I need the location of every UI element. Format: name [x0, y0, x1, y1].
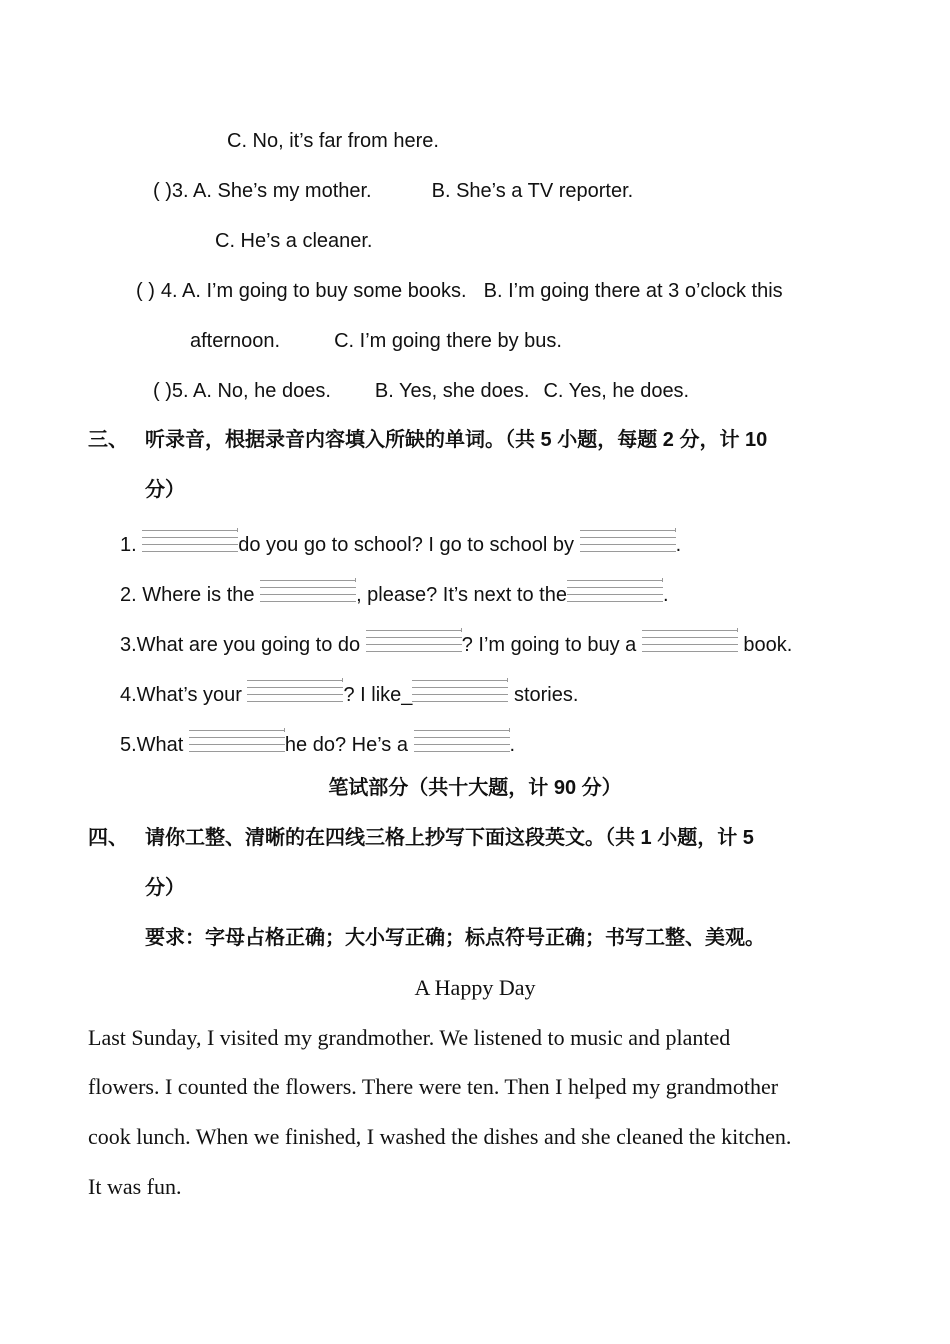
passage-title: A Happy Day	[414, 975, 536, 1000]
answer-blank[interactable]	[366, 632, 462, 658]
q4-row-cont	[190, 328, 562, 354]
q5-option-c: C. Yes, he does.	[543, 380, 690, 402]
q4-option-b-cont: afternoon.	[190, 330, 281, 352]
fill-text: book.	[737, 634, 793, 656]
answer-blank[interactable]	[247, 682, 343, 708]
q5-option-a: 5. A. No, he does.	[171, 380, 331, 402]
fill-text: he do? He’s a	[284, 734, 414, 756]
fill-text: 1.	[120, 534, 143, 556]
answer-blank[interactable]	[412, 682, 508, 708]
fill-text: .	[509, 734, 516, 756]
fill-text: stories.	[508, 684, 579, 706]
section4-title: 请你工整、清晰的在四线三格上抄写下面这段英文。（共 1 小题，计 5	[145, 827, 754, 849]
section4-number: 四、	[88, 827, 128, 849]
fill-item-3	[120, 632, 792, 658]
q3-row	[153, 178, 633, 204]
answer-blank[interactable]	[580, 532, 676, 558]
answer-blank[interactable]	[260, 582, 356, 608]
q3-option-c: C. He’s a cleaner.	[215, 230, 373, 252]
fill-text: .	[675, 534, 682, 556]
q2-option-c: C. No, it’s far from here.	[227, 130, 439, 152]
answer-blank[interactable]	[642, 632, 738, 658]
answer-blank[interactable]	[567, 582, 663, 608]
q5-row	[153, 378, 689, 404]
answer-paren: ( )	[153, 180, 172, 202]
q3-option-b: B. She’s a TV reporter.	[431, 180, 634, 202]
q4-option-b: B. I’m going there at 3 o’clock this	[483, 280, 783, 302]
passage-line-4: It was fun.	[88, 1174, 182, 1199]
fill-text: 3.What are you going to do	[120, 634, 366, 656]
fill-item-4	[120, 682, 578, 708]
written-part-header: 笔试部分（共十大题，计 90 分）	[328, 777, 622, 799]
passage-line-3: cook lunch. When we finished, I washed the dishes and she cleaned the kitchen.	[88, 1124, 792, 1149]
fill-item-1	[120, 532, 681, 558]
section3-number: 三、	[88, 429, 128, 451]
section4-requirement: 要求：字母占格正确；大小写正确；标点符号正确；书写工整、美观。	[145, 927, 765, 949]
passage-line-1: Last Sunday, I visited my grandmother. We listened to music and planted	[88, 1025, 731, 1050]
fill-text: do you go to school? I go to school by	[238, 534, 580, 556]
fill-text: 2. Where is the	[120, 584, 261, 606]
answer-blank[interactable]	[189, 732, 285, 758]
fill-text: .	[662, 584, 669, 606]
q3-option-a: 3. A. She’s my mother.	[171, 180, 372, 202]
fill-item-5	[120, 732, 515, 758]
section3-title-cont: 分）	[145, 479, 185, 501]
fill-text: , please? It’s next to the	[356, 584, 567, 606]
section4-title-cont: 分）	[145, 877, 185, 899]
passage-line-2: flowers. I counted the flowers. There were ten. Then I helped my grandmother	[88, 1074, 779, 1099]
answer-paren: ( )	[136, 280, 155, 302]
q5-option-b: B. Yes, she does.	[374, 380, 530, 402]
answer-blank[interactable]	[142, 532, 238, 558]
answer-paren: ( )	[153, 380, 172, 402]
q4-option-c: C. I’m going there by bus.	[334, 330, 562, 352]
answer-blank[interactable]	[414, 732, 510, 758]
fill-item-2	[120, 582, 669, 608]
section3-title: 听录音，根据录音内容填入所缺的单词。（共 5 小题，每题 2 分，计 10	[145, 429, 768, 451]
q4-option-a: 4. A. I’m going to buy some books.	[160, 280, 467, 302]
q4-row	[136, 278, 783, 304]
fill-text: 4.What’s your	[120, 684, 248, 706]
fill-text: ? I’m going to buy a	[461, 634, 642, 656]
fill-text: 5.What	[120, 734, 189, 756]
fill-text: ? I like_	[343, 684, 413, 706]
